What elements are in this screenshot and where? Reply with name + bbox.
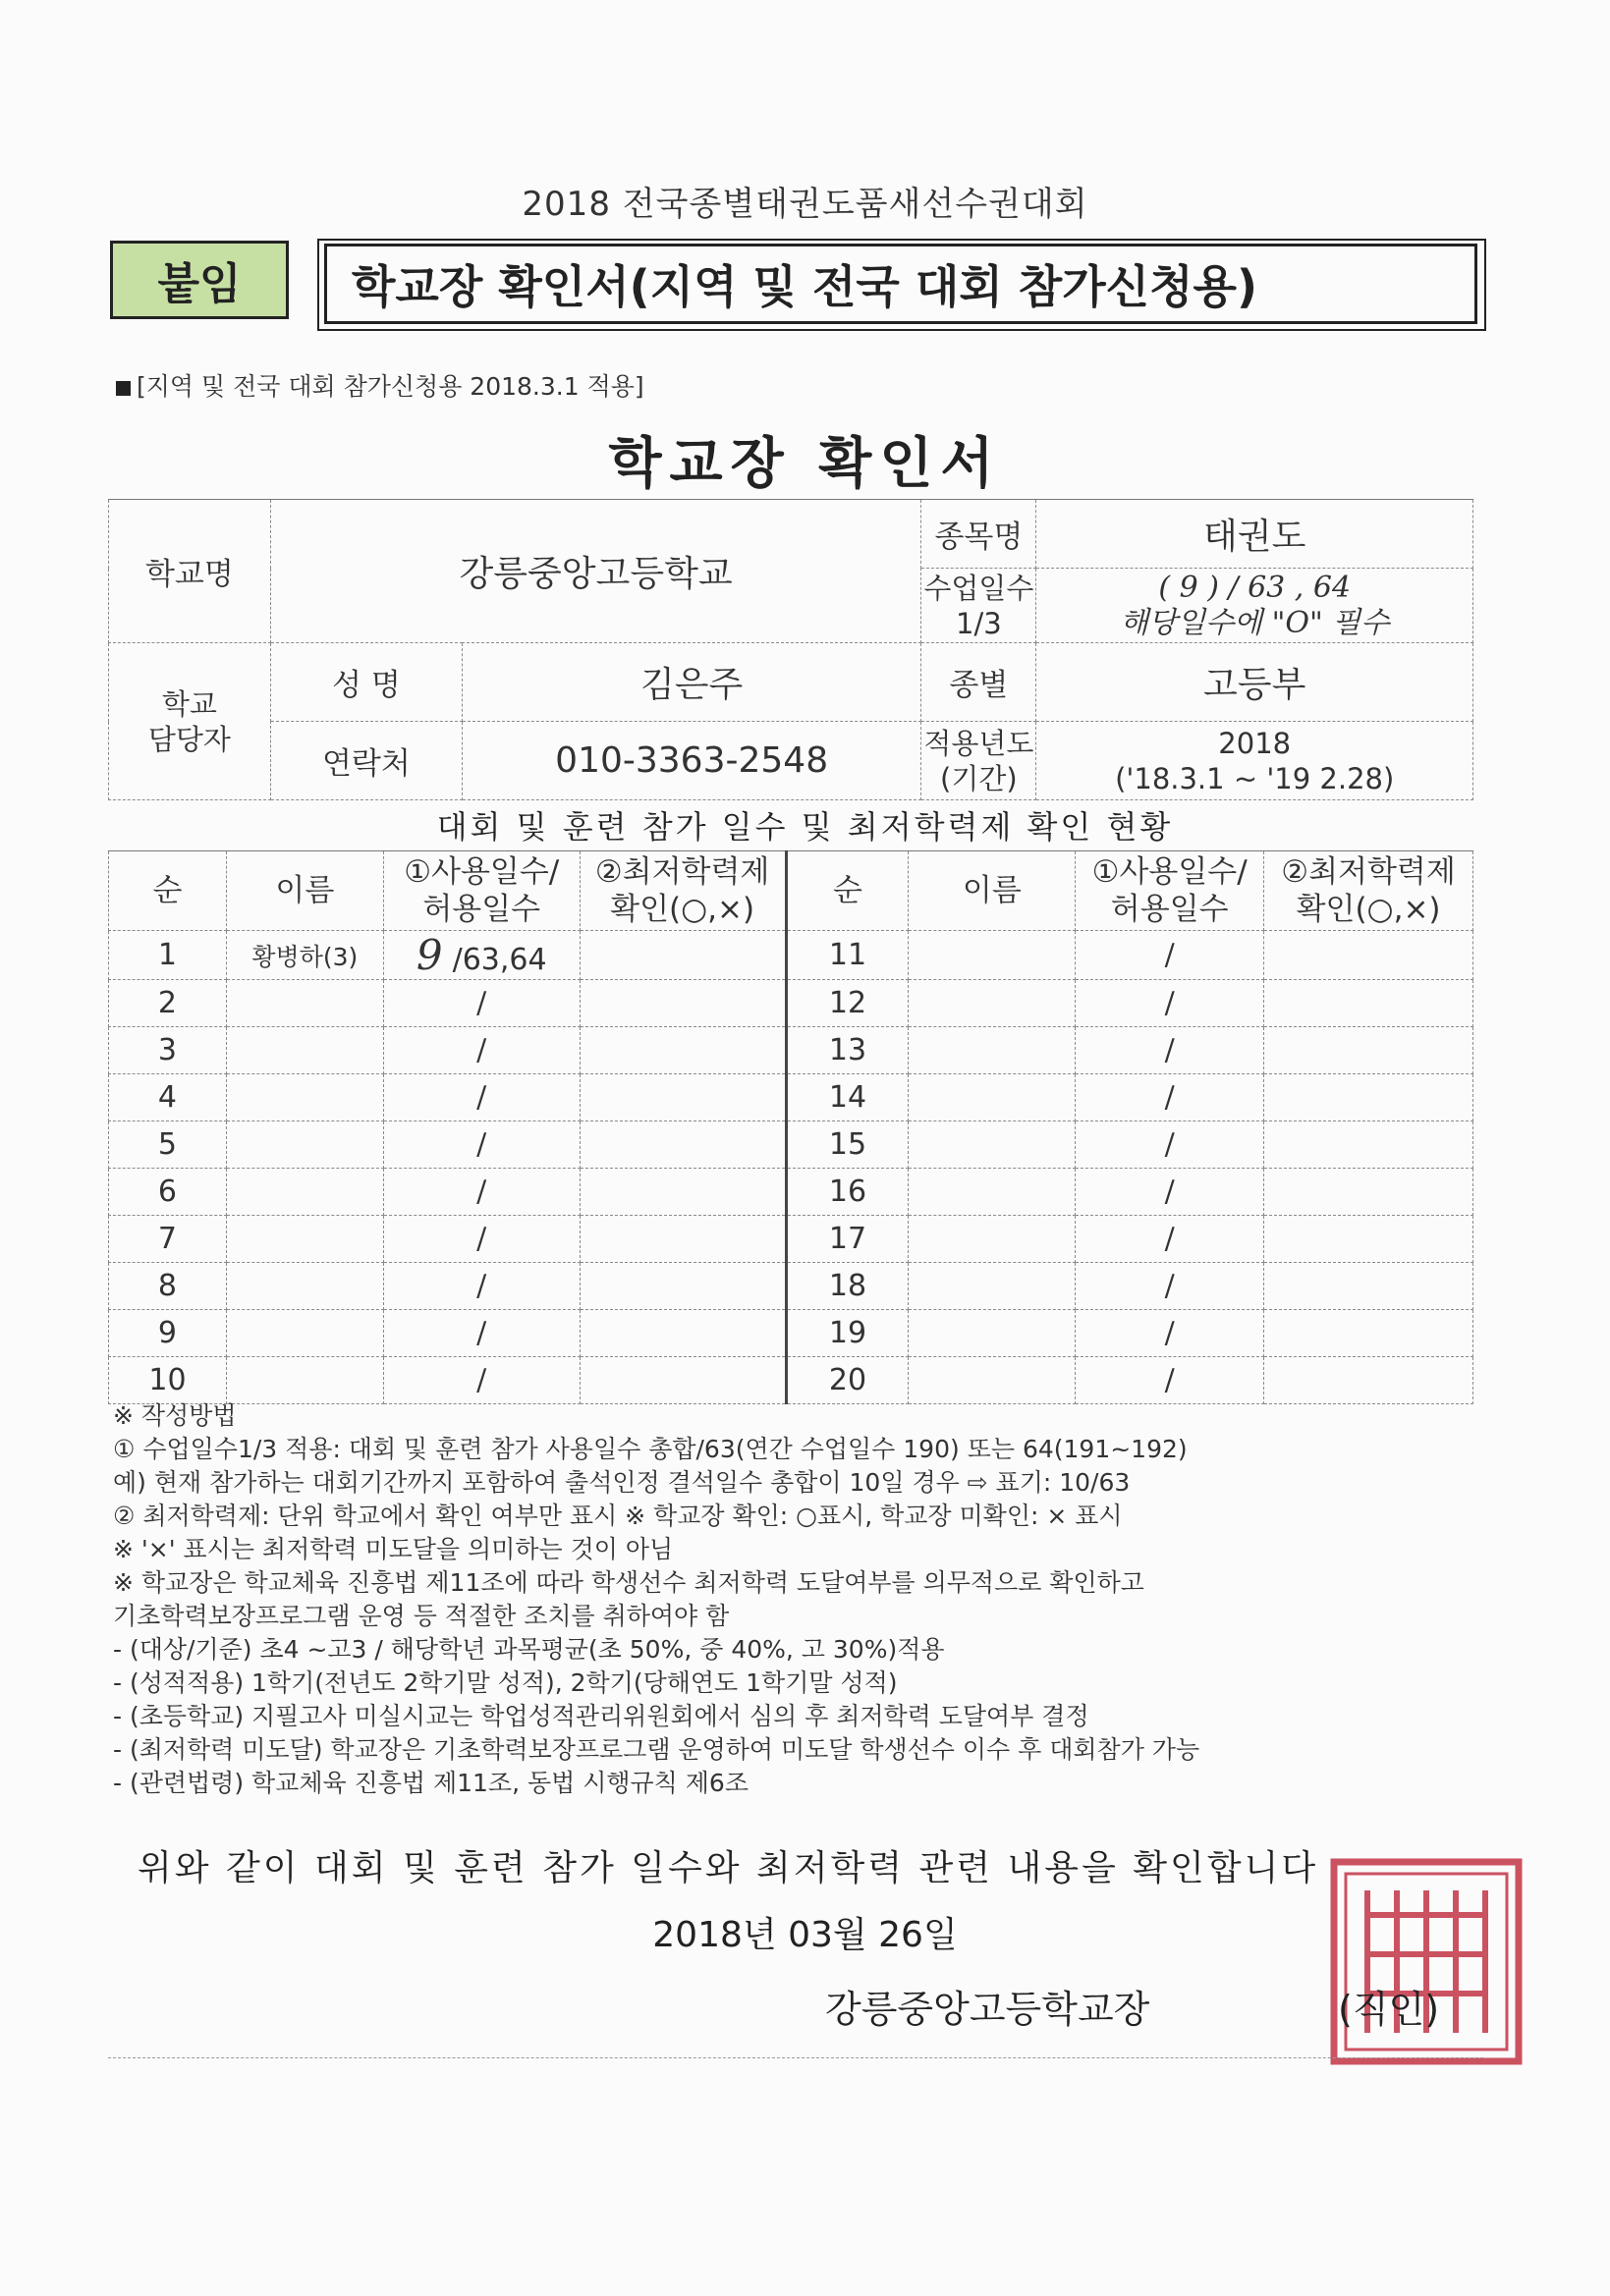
- year-label: [921, 722, 1036, 800]
- sport-value: 태권도: [1036, 500, 1473, 569]
- row-no: 16: [786, 1169, 909, 1216]
- row-days: [383, 931, 580, 980]
- row-no: 10: [109, 1357, 227, 1404]
- table-row: [109, 1074, 1473, 1121]
- page-title: 학교장 확인서: [608, 432, 1002, 496]
- table-row: [109, 1121, 1473, 1169]
- school-value: 강릉중앙고등학교: [270, 500, 921, 643]
- row-no: 7: [109, 1216, 227, 1263]
- event-title: 2018 전국종별태권도품새선수권대회: [522, 185, 1088, 224]
- row-check: [1264, 1121, 1473, 1169]
- row-name: [226, 1357, 383, 1404]
- note-line: ※ 작성방법: [113, 1401, 237, 1430]
- header-days-right: [1076, 851, 1264, 931]
- row-days: /: [383, 1169, 580, 1216]
- row-check: [580, 931, 786, 980]
- row-check: [580, 1357, 786, 1404]
- row-name: [226, 1121, 383, 1169]
- note-line: ※ 학교장은 학교체육 진흥법 제11조에 따라 학생선수 최저학력 도달여부를 의무적으로 확인하고: [113, 1568, 1144, 1597]
- header-days-right-1: ①사용일수/: [1091, 854, 1248, 890]
- header-days-left-1: ①사용일수/: [404, 854, 560, 890]
- bottom-divider: [108, 2057, 1483, 2058]
- form-title: 학교장 확인서(지역 및 전국 대회 참가신청용): [324, 244, 1477, 324]
- table-row: [109, 980, 1473, 1027]
- table-row: [109, 1263, 1473, 1310]
- row-check: [1264, 1027, 1473, 1074]
- row-check: [580, 1263, 786, 1310]
- row-days: /: [1076, 1310, 1264, 1357]
- row-check: [1264, 1074, 1473, 1121]
- row-check: [580, 1027, 786, 1074]
- row-name: [226, 1216, 383, 1263]
- staff-label: [109, 643, 271, 800]
- row-days: /: [1076, 1169, 1264, 1216]
- year-value-2: ('18.3.1 ~ '19 2.28): [1115, 761, 1395, 795]
- row-no: 6: [109, 1169, 227, 1216]
- header-name-right: 이름: [909, 851, 1076, 931]
- year-value: [1036, 722, 1473, 800]
- row-days: /: [383, 1074, 580, 1121]
- row-name: [909, 931, 1076, 980]
- signer-name: 강릉중앙고등학교장: [825, 1988, 1150, 2031]
- row-name: [226, 980, 383, 1027]
- note-line: - (관련법령) 학교체육 진흥법 제11조, 동법 시행규칙 제6조: [113, 1769, 749, 1797]
- header-check-left-1: ②최저학력제: [594, 854, 770, 890]
- row-name: [909, 980, 1076, 1027]
- seal-label: (직인): [1338, 1988, 1440, 2031]
- note-line: - (최저학력 미도달) 학교장은 기초학력보장프로그램 운영하여 미도달 학생선수 이수 후 대회참가 가능: [113, 1735, 1200, 1764]
- row-check: [1264, 931, 1473, 980]
- row-no: 2: [109, 980, 227, 1027]
- row-no: 11: [786, 931, 909, 980]
- row-name: [909, 1074, 1076, 1121]
- row-no: 4: [109, 1074, 227, 1121]
- row-days: /: [1076, 1263, 1264, 1310]
- note-line: ※ '×' 표시는 최저학력 미도달을 의미하는 것이 아님: [113, 1535, 674, 1563]
- instructions: [113, 1399, 1488, 1800]
- row-used: 9: [416, 931, 443, 979]
- table-row: [109, 1310, 1473, 1357]
- year-label-2: (기간): [940, 761, 1018, 795]
- contact-value: 010-3363-2548: [462, 722, 920, 800]
- year-value-1: 2018: [1218, 726, 1292, 760]
- header-days-right-2: 허용일수: [1110, 892, 1229, 927]
- row-days: /: [383, 1027, 580, 1074]
- header-no-left: 순: [109, 851, 227, 931]
- row-no: 18: [786, 1263, 909, 1310]
- row-name: [909, 1027, 1076, 1074]
- note-line: - (대상/기준) 초4 ~고3 / 해당학년 과목평균(초 50%, 중 40%, 고 30%)적용: [113, 1635, 945, 1664]
- row-days: /: [383, 1263, 580, 1310]
- row-no: 1: [109, 931, 227, 980]
- row-no: 8: [109, 1263, 227, 1310]
- row-no: 14: [786, 1074, 909, 1121]
- row-check: [1264, 1357, 1473, 1404]
- days-value-1: ( 9 ) / 63 , 64: [1158, 570, 1352, 605]
- row-days: /: [383, 980, 580, 1027]
- table-row: [109, 931, 1473, 980]
- name-label: 성 명: [270, 643, 462, 722]
- row-check: [1264, 980, 1473, 1027]
- row-check: [1264, 1216, 1473, 1263]
- contact-label: 연락처: [270, 722, 462, 800]
- note-line: - (성적적용) 1학기(전년도 2학기말 성적), 2학기(당해연도 1학기말 성적): [113, 1668, 898, 1697]
- row-no: 17: [786, 1216, 909, 1263]
- row-no: 20: [786, 1357, 909, 1404]
- row-name: [909, 1357, 1076, 1404]
- roster-table: [108, 850, 1473, 1404]
- row-check: [580, 1169, 786, 1216]
- row-name: [909, 1310, 1076, 1357]
- row-days: /: [383, 1310, 580, 1357]
- row-no: 3: [109, 1027, 227, 1074]
- name-value: 김은주: [462, 643, 920, 722]
- table-row: [109, 1216, 1473, 1263]
- row-name: [909, 1263, 1076, 1310]
- table-row: [109, 1027, 1473, 1074]
- confirmation-statement: 위와 같이 대회 및 훈련 참가 일수와 최저학력 관련 내용을 확인합니다: [138, 1848, 1319, 1888]
- row-no: 5: [109, 1121, 227, 1169]
- info-table: [108, 499, 1473, 800]
- division-value: 고등부: [1036, 643, 1473, 722]
- header-days-left: [383, 851, 580, 931]
- row-check: [580, 1310, 786, 1357]
- row-days: /: [1076, 1027, 1264, 1074]
- table-row: [109, 1169, 1473, 1216]
- header-check-right: [1264, 851, 1473, 931]
- issue-date: 2018년 03월 26일: [652, 1915, 958, 1955]
- row-days: /: [1076, 1357, 1264, 1404]
- row-check: [1264, 1263, 1473, 1310]
- attachment-label: 붙임: [110, 241, 289, 319]
- sport-label: 종목명: [921, 500, 1036, 569]
- staff-label-1: 학교: [161, 686, 217, 721]
- row-no: 15: [786, 1121, 909, 1169]
- days-value-2: 해당일수에 "O" 필수: [1120, 605, 1390, 640]
- row-days: /: [1076, 1216, 1264, 1263]
- note-line: 예) 현재 참가하는 대회기간까지 포함하여 출석인정 결석일수 총합이 10일 경우 ⇨ 표기: 10/63: [113, 1468, 1131, 1497]
- header-name-left: 이름: [226, 851, 383, 931]
- row-days: /: [383, 1357, 580, 1404]
- row-name: [909, 1169, 1076, 1216]
- note-line: 기초학력보장프로그램 운영 등 적절한 조치를 취하여야 함: [113, 1602, 730, 1630]
- note-line: - (초등학교) 지필고사 미실시교는 학업성적관리위원회에서 심의 후 최저학력 도달여부 결정: [113, 1702, 1089, 1730]
- row-name: 황병하(3): [226, 931, 383, 980]
- row-allowed: /63,64: [452, 943, 547, 977]
- days-label-2: 1/3: [956, 606, 1002, 640]
- row-days: /: [1076, 931, 1264, 980]
- school-label: 학교명: [109, 500, 271, 643]
- days-label-1: 수업일수: [923, 571, 1034, 605]
- row-check: [580, 1074, 786, 1121]
- row-name: [909, 1216, 1076, 1263]
- notice-line: [116, 367, 644, 403]
- days-value: [1036, 569, 1473, 643]
- header-check-right-1: ②최저학력제: [1281, 854, 1456, 890]
- row-check: [1264, 1169, 1473, 1216]
- row-name: [909, 1121, 1076, 1169]
- division-label: 종별: [921, 643, 1036, 722]
- row-days: /: [383, 1121, 580, 1169]
- row-no: 19: [786, 1310, 909, 1357]
- row-name: [226, 1310, 383, 1357]
- row-no: 13: [786, 1027, 909, 1074]
- days-label: [921, 569, 1036, 643]
- roster-header-row: [109, 851, 1473, 931]
- row-days: /: [1076, 1074, 1264, 1121]
- row-check: [580, 980, 786, 1027]
- row-days: /: [1076, 1121, 1264, 1169]
- row-days: /: [1076, 980, 1264, 1027]
- table-row: [109, 1357, 1473, 1404]
- note-line: ① 수업일수1/3 적용: 대회 및 훈련 참가 사용일수 총합/63(연간 수업일수 190) 또는 64(191~192): [113, 1435, 1188, 1463]
- row-name: [226, 1027, 383, 1074]
- note-line: ② 최저학력제: 단위 학교에서 확인 여부만 표시 ※ 학교장 확인: ○표시, 학교장 미확인: × 표시: [113, 1502, 1123, 1530]
- row-check: [580, 1121, 786, 1169]
- row-name: [226, 1074, 383, 1121]
- section-title: 대회 및 훈련 참가 일수 및 최저학력제 확인 현황: [436, 808, 1174, 846]
- row-no: 9: [109, 1310, 227, 1357]
- square-bullet-icon: [116, 381, 131, 396]
- row-no: 12: [786, 980, 909, 1027]
- year-label-1: 적용년도: [923, 726, 1034, 760]
- header-check-left: [580, 851, 786, 931]
- staff-label-2: 담당자: [147, 722, 231, 756]
- header-check-right-2: 확인(○,×): [1296, 892, 1441, 927]
- notice-text: [지역 및 전국 대회 참가신청용 2018.3.1 적용]: [137, 372, 644, 401]
- row-check: [580, 1216, 786, 1263]
- row-name: [226, 1169, 383, 1216]
- header-days-left-2: 허용일수: [422, 892, 541, 927]
- header-check-left-2: 확인(○,×): [610, 892, 755, 927]
- header-no-right: 순: [786, 851, 909, 931]
- official-seal-icon: [1328, 1856, 1525, 2067]
- row-days: /: [383, 1216, 580, 1263]
- row-check: [1264, 1310, 1473, 1357]
- row-name: [226, 1263, 383, 1310]
